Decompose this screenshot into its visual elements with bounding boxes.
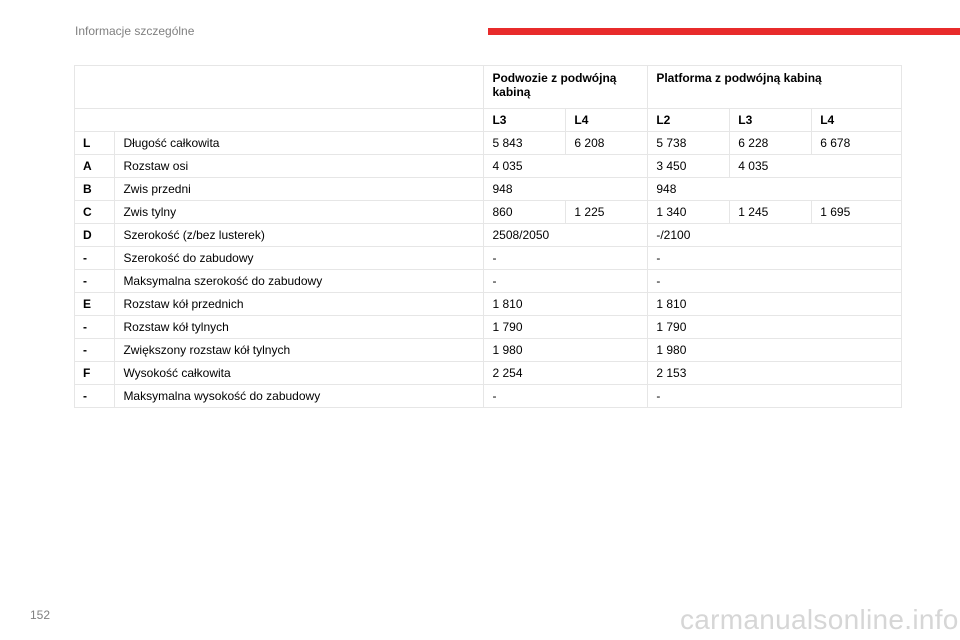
value-cell: 6 228: [730, 132, 812, 155]
value-cell: 5 843: [484, 132, 566, 155]
value-cell: 6 678: [812, 132, 902, 155]
row-label: Zwis tylny: [115, 201, 484, 224]
variant-header: L2: [648, 109, 730, 132]
value-cell: -: [484, 385, 648, 408]
empty-corner-cell: [75, 109, 484, 132]
header-title: Informacje szczególne: [75, 24, 195, 38]
header-accent-bar: [488, 28, 960, 35]
variant-header: L4: [812, 109, 902, 132]
table-row: [75, 339, 902, 362]
group-header: Podwozie z podwójną kabiną: [484, 66, 648, 109]
value-cell: -: [648, 270, 902, 293]
row-label: Wysokość całkowita: [115, 362, 484, 385]
row-code: E: [75, 293, 115, 316]
value-cell: 2 254: [484, 362, 648, 385]
value-cell: 4 035: [730, 155, 902, 178]
value-cell: -: [484, 247, 648, 270]
value-cell: 1 810: [484, 293, 648, 316]
variant-header: L4: [566, 109, 648, 132]
row-label: Rozstaw kół tylnych: [115, 316, 484, 339]
table-row: [75, 132, 902, 155]
value-cell: 5 738: [648, 132, 730, 155]
table-row: [75, 247, 902, 270]
table-row: [75, 293, 902, 316]
empty-corner-cell: [75, 66, 484, 109]
variant-header: L3: [730, 109, 812, 132]
value-cell: 948: [484, 178, 648, 201]
table-row: [75, 201, 902, 224]
row-code: -: [75, 247, 115, 270]
value-cell: -/2100: [648, 224, 902, 247]
row-label: Rozstaw kół przednich: [115, 293, 484, 316]
value-cell: 4 035: [484, 155, 648, 178]
group-header: Platforma z podwójną kabiną: [648, 66, 902, 109]
table-row: [75, 155, 902, 178]
page-number: 152: [30, 608, 51, 622]
group-header-row: [75, 66, 902, 109]
row-label: Długość całkowita: [115, 132, 484, 155]
value-cell: -: [648, 385, 902, 408]
value-cell: 1 980: [648, 339, 902, 362]
value-cell: 1 245: [730, 201, 812, 224]
value-cell: 2 153: [648, 362, 902, 385]
table-row: [75, 316, 902, 339]
row-label: Zwis przedni: [115, 178, 484, 201]
value-cell: 6 208: [566, 132, 648, 155]
row-label: Rozstaw osi: [115, 155, 484, 178]
row-code: -: [75, 270, 115, 293]
value-cell: -: [484, 270, 648, 293]
variant-header: L3: [484, 109, 566, 132]
row-label: Szerokość do zabudowy: [115, 247, 484, 270]
value-cell: 1 980: [484, 339, 648, 362]
value-cell: 860: [484, 201, 566, 224]
value-cell: 3 450: [648, 155, 730, 178]
row-code: B: [75, 178, 115, 201]
watermark-logo: carmanualsonline.info: [680, 604, 959, 635]
row-label: Maksymalna wysokość do zabudowy: [115, 385, 484, 408]
row-label: Szerokość (z/bez lusterek): [115, 224, 484, 247]
table-row: [75, 178, 902, 201]
row-code: -: [75, 385, 115, 408]
variant-header-row: [75, 109, 902, 132]
row-code: F: [75, 362, 115, 385]
row-code: -: [75, 316, 115, 339]
value-cell: 948: [648, 178, 902, 201]
value-cell: 1 810: [648, 293, 902, 316]
table-body: [75, 132, 902, 408]
row-code: -: [75, 339, 115, 362]
value-cell: 1 340: [648, 201, 730, 224]
value-cell: -: [648, 247, 902, 270]
row-code: D: [75, 224, 115, 247]
table-row: [75, 385, 902, 408]
table-row: [75, 270, 902, 293]
row-label: Zwiększony rozstaw kół tylnych: [115, 339, 484, 362]
row-code: L: [75, 132, 115, 155]
table-row: [75, 362, 902, 385]
value-cell: 2508/2050: [484, 224, 648, 247]
row-code: A: [75, 155, 115, 178]
value-cell: 1 790: [648, 316, 902, 339]
value-cell: 1 790: [484, 316, 648, 339]
row-code: C: [75, 201, 115, 224]
value-cell: 1 695: [812, 201, 902, 224]
table-row: [75, 224, 902, 247]
row-label: Maksymalna szerokość do zabudowy: [115, 270, 484, 293]
dimensions-table: [74, 65, 902, 408]
value-cell: 1 225: [566, 201, 648, 224]
